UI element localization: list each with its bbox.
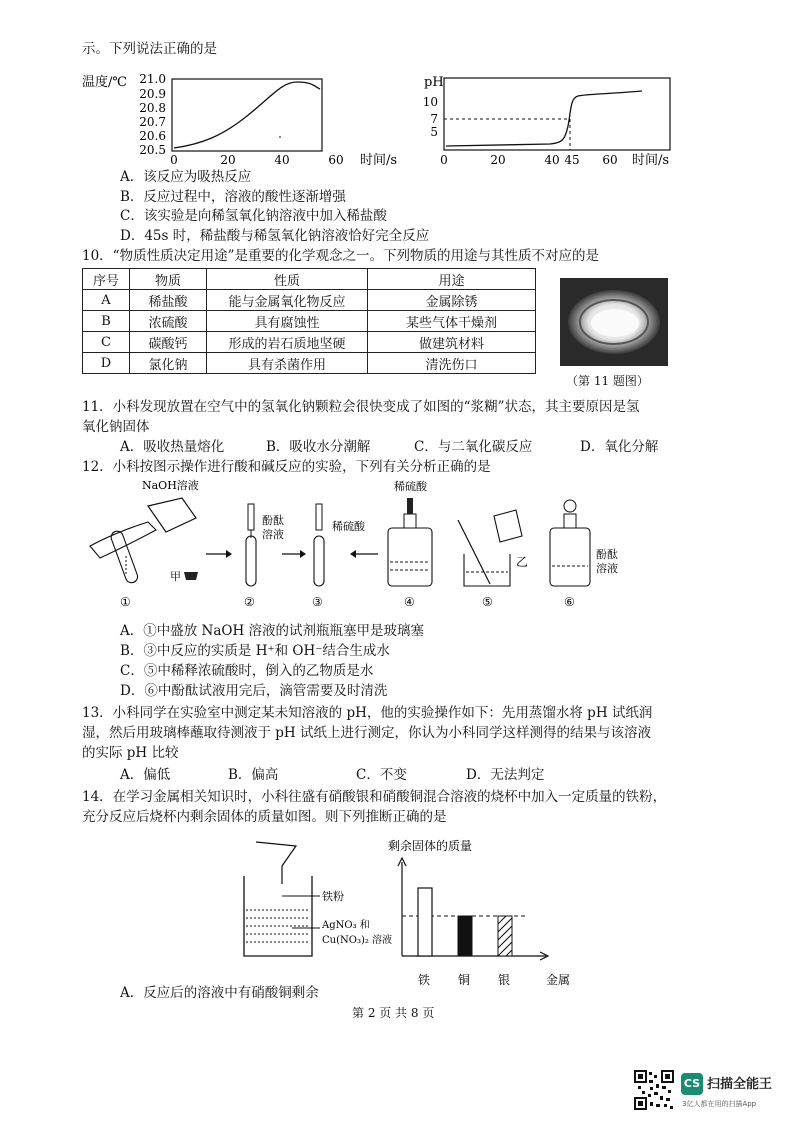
table-cell: 形成的岩石质地坚硬 — [207, 332, 368, 353]
q11-stem-line1: 11．小科发现放置在空气中的氢氧化钠颗粒会很快变成了如图的“浆糊”状态，其主要原因是氢 — [82, 399, 640, 415]
test-tube-1 — [109, 530, 139, 585]
q11-option-a: A．吸收热量熔化 — [120, 439, 225, 455]
q11-option-c: C．与二氧化碳反应 — [414, 439, 533, 455]
table-cell: 某些气体干燥剂 — [368, 311, 536, 332]
ph-xtick: 0 — [440, 153, 448, 167]
dropper-2 — [248, 504, 254, 530]
test-tube-3 — [314, 536, 324, 586]
q14-line1: 14．在学习金属相关知识时，小科往盛有硝酸银和硝酸铜混合溶液的烧杯中加入一定质量的铁粉， — [82, 789, 667, 805]
table-cell: A — [83, 290, 130, 311]
temp-ylabel: 温度/℃ — [82, 75, 127, 90]
q12-option-c: C．⑤中稀释浓硫酸时，倒入的乙物质是水 — [120, 663, 374, 679]
pouring-beaker — [494, 510, 522, 542]
table-cell: 金属除锈 — [368, 290, 536, 311]
ph-xtick: 20 — [490, 153, 506, 167]
step-label: ⑥ — [564, 595, 575, 609]
ph-plot-frame — [444, 78, 670, 150]
label-jia: 甲 — [170, 570, 181, 583]
q11-option-d: D．氧化分解 — [580, 439, 659, 455]
temp-xtick: 40 — [274, 153, 290, 167]
bar-iron — [418, 888, 432, 956]
table-cell: 浓硫酸 — [130, 311, 207, 332]
ph-chart — [420, 66, 690, 170]
temp-xtick: 20 — [220, 153, 236, 167]
table-cell: 具有腐蚀性 — [207, 311, 368, 332]
table-cell: 稀盐酸 — [130, 290, 207, 311]
q13-line1: 13．小科同学在实验室中测定某未知溶液的 pH，他的实验操作如下：先用蒸馏水将 pH 试纸润 — [82, 705, 653, 721]
q12-option-b: B．③中反应的实质是 H⁺和 OH⁻结合生成水 — [120, 643, 390, 659]
temp-ytick: 21.0 — [139, 72, 166, 86]
table-header: 序号 — [83, 269, 130, 290]
q12-stem: 12．小科按图示操作进行酸和碱反应的实验，下列有关分析正确的是 — [82, 459, 491, 475]
temp-ytick: 20.5 — [139, 143, 166, 157]
label-solution: 溶液 — [262, 528, 284, 541]
q14-option-a: A．反应后的溶液中有硝酸铜剩余 — [120, 985, 319, 1001]
table-cell: 能与金属氧化物反应 — [207, 290, 368, 311]
temp-xlabel: 时间/s — [360, 153, 398, 168]
table-cell: 碳酸钙 — [130, 332, 207, 353]
label-h2so4-top: 稀硫酸 — [394, 480, 427, 493]
ph-xtick: 40 — [544, 153, 560, 167]
table-row — [83, 353, 536, 374]
table-cell: 做建筑材料 — [368, 332, 536, 353]
q14-line2: 充分反应后烧杯内剩余固体的质量如图。则下列推断正确的是 — [82, 809, 447, 825]
table-cell: B — [83, 311, 130, 332]
temp-plot-frame — [172, 79, 322, 151]
ph-ytick: 10 — [422, 95, 438, 109]
label-h2so4: 稀硫酸 — [332, 520, 365, 533]
ph-ytick: 5 — [430, 125, 438, 139]
reagent-bottle-4 — [388, 528, 432, 586]
stopper-jia — [184, 572, 198, 580]
app-tagline: 3亿人都在用的扫描App — [682, 1100, 757, 1108]
naoh-paste-photo — [560, 278, 668, 366]
table-header: 物质 — [130, 269, 207, 290]
table-cell: D — [83, 353, 130, 374]
dropper-3 — [316, 504, 322, 530]
app-name: 扫描全能王 — [707, 1077, 773, 1092]
q9-option-a: A．该反应为吸热反应 — [120, 169, 252, 185]
bar-category: 银 — [498, 973, 511, 987]
label-phenol: 酚酞 — [262, 514, 284, 527]
label-solution2: Cu(NO₃)₂ 溶液 — [322, 935, 393, 946]
test-tube-2 — [246, 536, 256, 586]
step-label: ① — [120, 595, 131, 609]
reagent-bottle-hand — [148, 498, 196, 532]
beaker-diagram — [230, 836, 393, 966]
bar-category: 铜 — [458, 973, 471, 987]
ph-ylabel: pH — [424, 75, 444, 90]
table-row — [83, 332, 536, 353]
q13-line2: 湿，然后用玻璃棒蘸取待测液于 pH 试纸上进行测定，你认为小科同学这样测得的结果与该溶液 — [82, 725, 651, 741]
dropper-bottle-6 — [550, 528, 590, 586]
q11-option-b: B．吸收水分潮解 — [266, 439, 371, 455]
label-solution-6: 溶液 — [596, 562, 618, 575]
step-label: ③ — [312, 595, 323, 609]
bar-category: 铁 — [418, 973, 431, 987]
ph-xlabel: 时间/s — [632, 153, 670, 168]
acid-base-procedure-diagram — [86, 476, 646, 612]
residual-mass-bar-chart — [380, 836, 610, 986]
table-row — [83, 311, 536, 332]
q13-option-d: D．无法判定 — [466, 767, 545, 783]
funnel — [256, 842, 296, 884]
table-header: 性质 — [207, 269, 368, 290]
temp-xtick: 60 — [328, 153, 344, 167]
ph-xtick: 45 — [564, 153, 580, 167]
q11-stem-line2: 氧化钠固体 — [82, 419, 150, 435]
table-header-row — [83, 269, 536, 290]
beaker-5 — [464, 554, 510, 586]
table-cell: 具有杀菌作用 — [207, 353, 368, 374]
camscanner-logo-icon: CS — [681, 1073, 703, 1095]
bar-copper — [458, 916, 472, 956]
bar-chart-ylabel: 剩余固体的质量 — [388, 839, 473, 853]
q13-line3: 的实际 pH 比较 — [82, 745, 179, 761]
table-header: 用途 — [368, 269, 536, 290]
q13-option-c: C．不变 — [356, 767, 407, 783]
label-naoh: NaOH溶液 — [142, 479, 199, 492]
fig11-caption: （第 11 题图） — [566, 374, 649, 388]
q12-option-d: D．⑥中酚酞试液用完后，滴管需要及时清洗 — [120, 683, 388, 699]
label-solution1: AgNO₃ 和 — [322, 920, 370, 931]
table-row — [83, 290, 536, 311]
q9-option-b: B．反应过程中，溶液的酸性逐渐增强 — [120, 189, 346, 205]
temp-xtick: 0 — [170, 153, 178, 167]
q13-option-a: A．偏低 — [120, 767, 171, 783]
q9-option-c: C．该实验是向稀氢氧化钠溶液中加入稀盐酸 — [120, 208, 387, 224]
ph-xtick: 60 — [602, 153, 618, 167]
temp-curve — [174, 82, 320, 148]
temp-ytick: 20.8 — [139, 101, 166, 115]
label-iron-powder: 铁粉 — [322, 890, 344, 903]
temp-ytick: 20.6 — [139, 129, 166, 143]
table-cell: C — [83, 332, 130, 353]
q9-option-d: D．45s 时，稀盐酸与稀氢氧化钠溶液恰好完全反应 — [120, 228, 430, 244]
temperature-chart — [82, 66, 412, 166]
beaker — [244, 876, 312, 956]
qr-code-icon — [634, 1070, 674, 1110]
label-phenol-6: 酚酞 — [596, 548, 618, 561]
temp-ytick: 20.7 — [139, 115, 166, 129]
intro-line: 示。下列说法正确的是 — [82, 41, 217, 57]
bar-chart-xlabel: 金属 — [546, 973, 571, 987]
q12-option-a: A．①中盛放 NaOH 溶液的试剂瓶瓶塞甲是玻璃塞 — [120, 623, 425, 639]
ph-ytick: 7 — [430, 112, 438, 126]
step-label: ④ — [404, 595, 415, 609]
step-label: ② — [244, 595, 255, 609]
glass-rod — [458, 520, 490, 584]
table-cell: 氯化钠 — [130, 353, 207, 374]
q13-option-b: B．偏高 — [228, 767, 279, 783]
step-label: ⑤ — [482, 595, 493, 609]
q10-stem: 10．“物质性质决定用途”是重要的化学观念之一。下列物质的用途与其性质不对应的是 — [82, 248, 599, 264]
q10-table — [82, 268, 536, 374]
page-number: 第 2 页 共 8 页 — [352, 1006, 435, 1020]
label-yi: 乙 — [516, 555, 529, 569]
table-cell: 清洗伤口 — [368, 353, 536, 374]
temp-ytick: 20.9 — [139, 87, 166, 101]
